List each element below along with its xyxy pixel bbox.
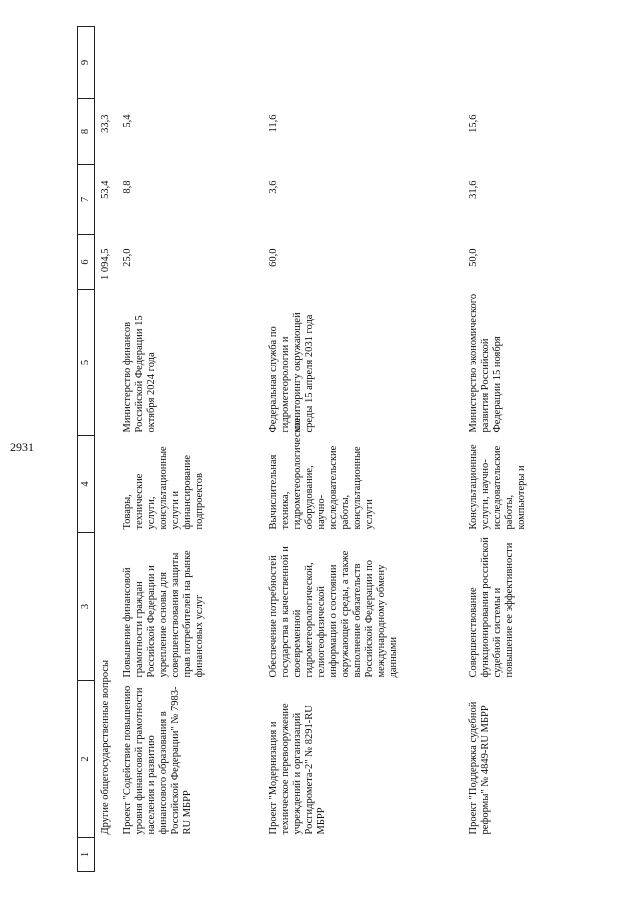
project-goal: Обеспечение потребностей государства в качественной и своевременной гидрометеорологической, гелиогеофизической информации о состоянии окружающей среды, а также выполнение обязательств Российской Федерации по международному обмену данными [268,546,399,678]
project-col7: 3,6 [268,180,279,194]
header-row [78,27,95,872]
col-header-6: 6 [78,235,95,290]
project-items: Вычислительная техника, гидрометеорологическое оборудование, научно-исследовательские работы, консультационные услуги [268,417,375,530]
section-title: Другие общегосударственные вопросы [100,659,111,835]
budget-table [77,26,530,872]
project-col6: 50,0 [468,248,479,267]
col-header-8: 8 [78,99,95,165]
total-col8: 33,3 [100,114,111,133]
col-header-9: 9 [78,27,95,99]
project-col7: 31,6 [468,180,479,199]
col-header-7: 7 [78,165,95,235]
project-col8: 15,6 [468,114,479,133]
col-header-5: 5 [78,290,95,436]
project-col8: 11,6 [268,114,279,133]
project-executor: Министерство экономического развития Российской Федерации 15 ноября [468,293,503,433]
col-header-3: 3 [78,533,95,681]
project-col8: 5,4 [122,114,133,128]
table-row [266,27,466,872]
project-name: Проект "Модернизация и техническое перевооружение учреждений и организаций Росгидромета-2" № 8291-RU МБРР [268,703,327,835]
project-executor: Федеральная служба по гидрометеорологии и мониторингу окружающей среды 15 апреля 2031 года [268,312,315,433]
section-total-row [95,27,121,872]
project-goal: Совершенствование функционирования российской судебной системы и повышение ее эффективности [468,537,515,678]
project-name: Проект "Поддержка судебной реформы" № 4849-RU МБРР [468,701,491,835]
project-name: Проект "Содействие повышению уровня финансовой грамотности населения и развитию финансового образования в Российской Федерации" № 7983-RU МБРР [122,685,193,835]
table-row [466,27,530,872]
project-col7: 8,8 [122,180,133,194]
project-items: Консультационные услуги, научно-исследовательские работы, компьютеры и [468,444,527,530]
project-items: Товары, технические услуги, консультационные услуги и финансирование подпроектов [122,446,205,530]
table-row [120,27,266,872]
project-col6: 25,0 [122,248,133,267]
page-number: 2931 [10,440,34,454]
project-executor: Министерство финансов Российской Федерации 15 октября 2024 года [122,315,157,433]
total-col6: 1 094,5 [100,248,111,280]
col-header-2: 2 [78,681,95,838]
project-goal: Повышение финансовой грамотности граждан Российской Федерации и укрепление основы для совершенствования защиты прав потребителей на рынке финансовых услуг [122,550,205,678]
col-header-1: 1 [78,838,95,872]
project-col6: 60,0 [268,248,279,267]
col-header-4: 4 [78,436,95,533]
total-col7: 53,4 [100,180,111,199]
